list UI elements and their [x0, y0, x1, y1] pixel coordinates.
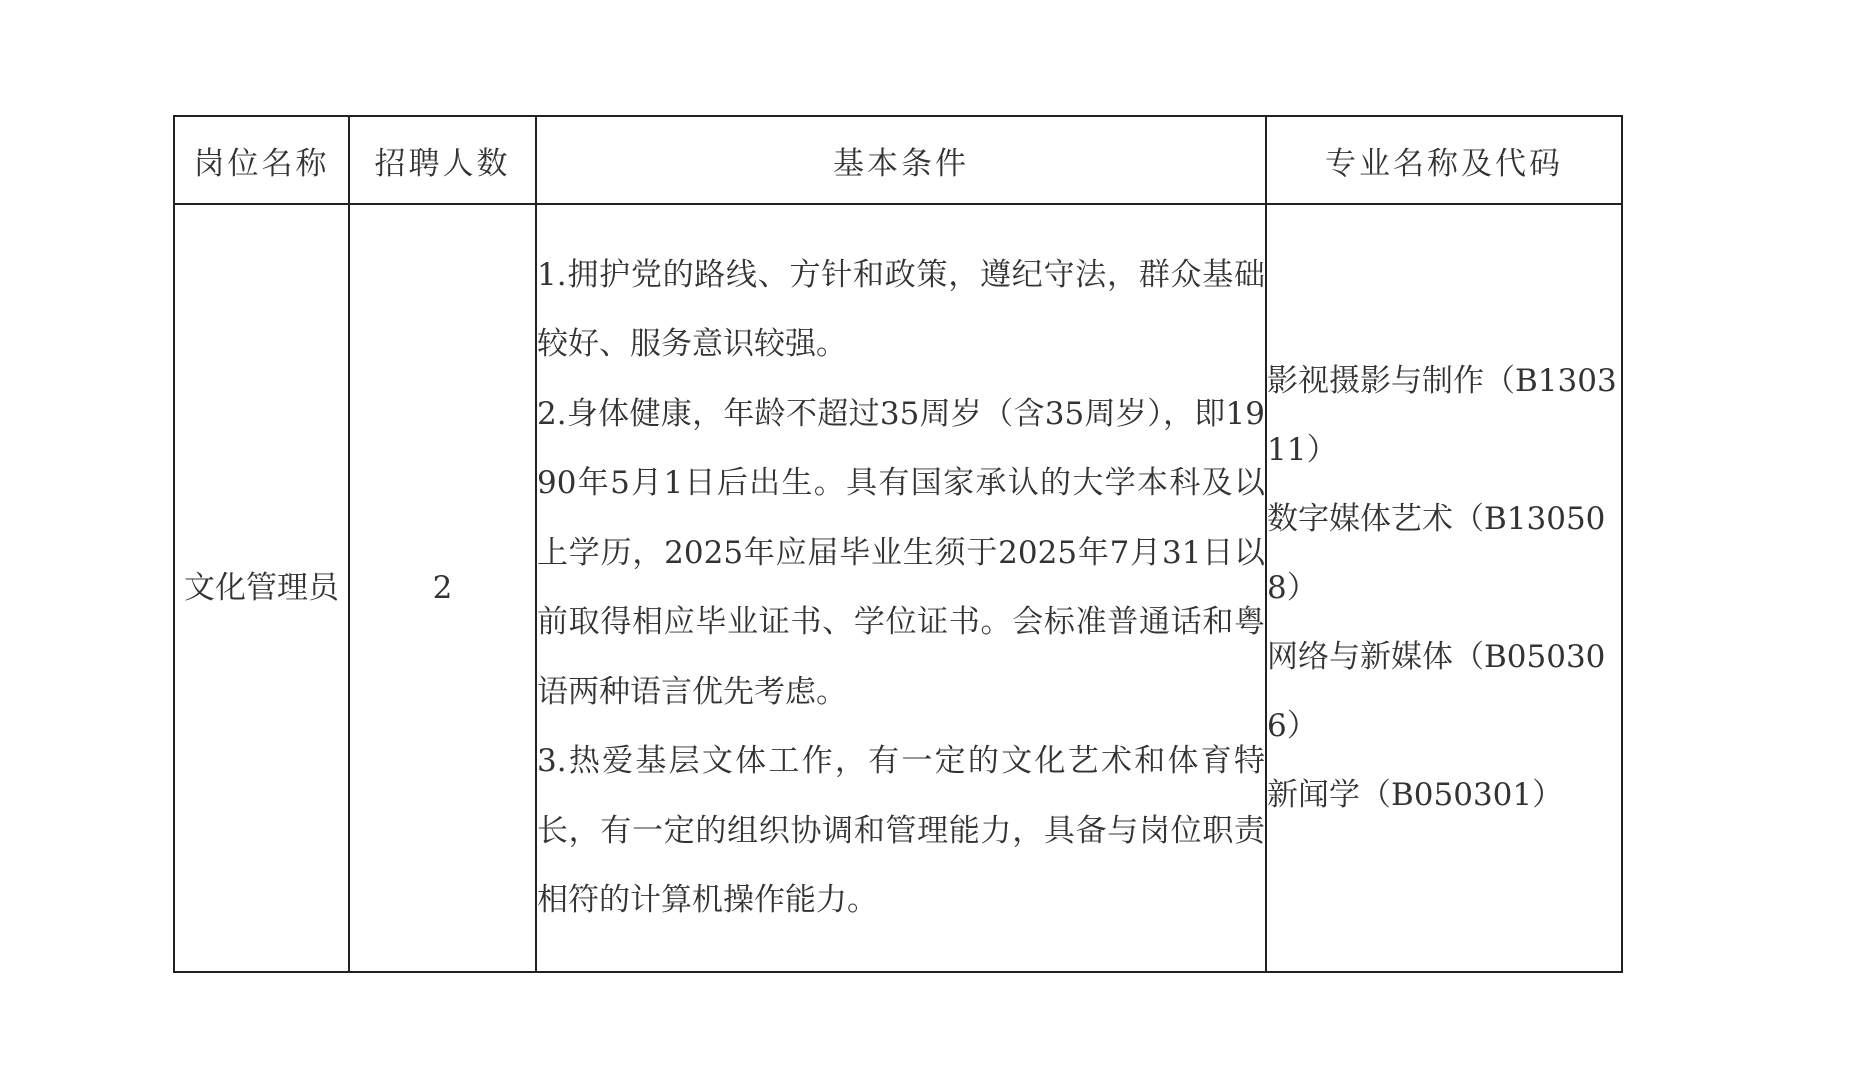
cell-count: 2	[349, 204, 536, 972]
header-conditions: 基本条件	[536, 116, 1266, 204]
major-item-1: 影视摄影与制作（B130311）	[1267, 362, 1617, 468]
table-header-row	[174, 116, 1622, 204]
cell-post-name: 文化管理员	[174, 204, 349, 972]
cell-conditions	[536, 204, 1266, 972]
cell-majors	[1266, 204, 1622, 972]
condition-item-3: 3.热爱基层文体工作，有一定的文化艺术和体育特长，有一定的组织协调和管理能力，具备与岗位职责相符的计算机操作能力。	[537, 743, 1265, 918]
recruitment-table	[173, 115, 1623, 973]
header-post-name: 岗位名称	[174, 116, 349, 204]
table-row	[174, 204, 1622, 972]
major-item-2: 数字媒体艺术（B130508）	[1267, 500, 1606, 606]
major-item-4: 新闻学（B050301）	[1267, 776, 1564, 813]
header-count: 招聘人数	[349, 116, 536, 204]
header-majors: 专业名称及代码	[1266, 116, 1622, 204]
condition-item-1: 1.拥护党的路线、方针和政策，遵纪守法，群众基础较好、服务意识较强。	[537, 256, 1265, 362]
condition-item-2: 2.身体健康，年龄不超过35周岁（含35周岁），即1990年5月1日后出生。具有国家承认的大学本科及以上学历，2025年应届毕业生须于2025年7月31日以前取得相应毕业证书、学位证书。会标准普通话和粤语两种语言优先考虑。	[537, 395, 1265, 710]
major-item-3: 网络与新媒体（B050306）	[1267, 638, 1606, 744]
